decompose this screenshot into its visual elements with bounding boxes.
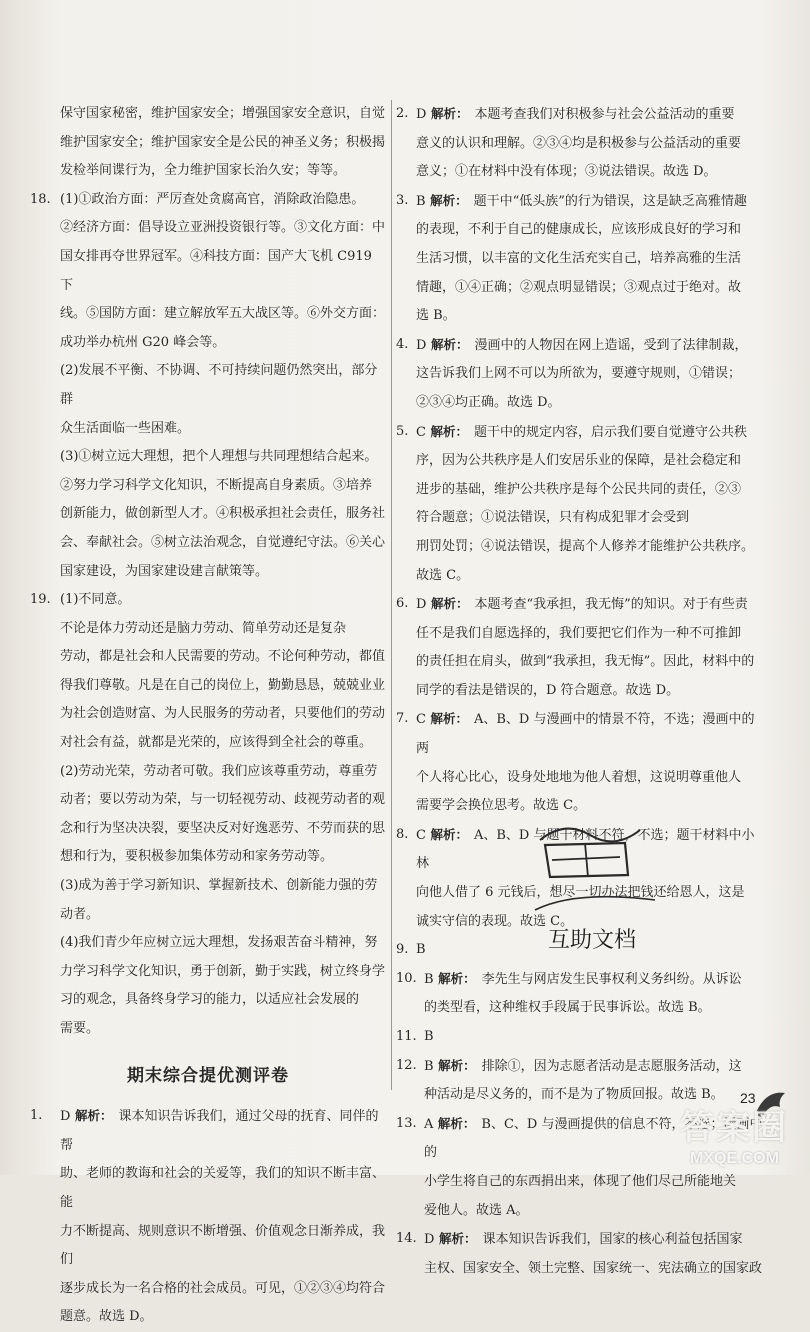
text-line: 动者；要以劳动为荣，与一切轻视劳动、歧视劳动者的观 [60, 792, 386, 808]
text-line: 的类型看，这种维权手段属于民事诉讼。故选 B。 [424, 1000, 711, 1016]
text-line: ②③④均正确。故选 D。 [416, 394, 561, 410]
analysis-label: 解析： [430, 192, 468, 208]
question-item [396, 1023, 766, 1052]
text-line: (1)①政治方面：严厉查处贪腐高官，消除政治隐患。 [60, 191, 365, 207]
answer-body [424, 1023, 766, 1052]
watermark-url: MXQE.COM [690, 1150, 779, 1167]
question-item [396, 187, 766, 331]
analysis-label: 解析： [430, 106, 469, 121]
answer-body [416, 331, 766, 418]
answer-letter: B [416, 193, 427, 209]
text-line: 题干中的规定内容，启示我们要自觉遵守公共秩 [473, 424, 747, 440]
question-number: 5. [396, 423, 409, 439]
watermark-logo-text: 答案圈 [680, 1108, 788, 1148]
analysis-label: 解析： [430, 826, 468, 842]
text-line: A、B、D 与漫画中的情景不符，不选；漫画中的两 [416, 712, 755, 757]
text-line: 的表现，不利于自己的健康成长，应该形成良好的学习和 [416, 222, 742, 238]
text-line: 同学的看法是错误的，D 符合题意。故选 D。 [416, 682, 680, 698]
text-line: 线。⑤国防方面：建立解放军五大战区等。⑥外交方面： [60, 306, 386, 322]
text-line: (1)不同意。 [60, 592, 131, 608]
question-18 [30, 186, 386, 586]
text-line: A、B、D 与题干材料不符，不选；题干材料中小林 [416, 827, 755, 872]
text-line: 课本知识告诉我们，国家的核心利益包括国家 [482, 1232, 743, 1248]
text-line: 题干中“低头族”的行为错误，这是缺乏高雅情趣 [473, 193, 747, 209]
analysis-label: 解析： [430, 336, 469, 352]
question-number: 2. [396, 106, 409, 121]
text-line: 序，因为公共秩序是人们安居乐业的保障，是社会稳定和 [416, 453, 742, 469]
text-line: 本题考查“我承担，我无悔”的知识。对于有些责 [474, 597, 748, 613]
text-line: 会、奉献社会。⑤树立法治观念，自觉遵纪守法。⑥关心 [60, 534, 386, 550]
answer-letter: C [416, 712, 427, 728]
text-line: 维护国家安全；维护国家安全是公民的神圣义务；积极揭 [60, 134, 386, 150]
text-line: 题意。故选 D。 [60, 1309, 153, 1325]
column-divider [391, 100, 392, 1090]
text-line: 生活习惯，以丰富的文化生活充实自己，培养高雅的生活 [416, 250, 742, 266]
answer-letter: D [60, 1109, 71, 1125]
text-line: 不论是体力劳动还是脑力劳动、简单劳动还是复杂 [60, 620, 347, 636]
text-line: 刑罚处罚；④说法错误，提高个人修养才能维护公共秩序。 [416, 538, 755, 554]
analysis-label: 解析： [430, 596, 469, 612]
question-1 [30, 1102, 386, 1332]
text-line: 诚实守信的表现。故选 C。 [416, 913, 574, 929]
text-line: 任不是我们自愿选择的，我们要把它们作为一种不可推卸 [416, 625, 742, 641]
text-line: 众生活面临一些困难。 [60, 420, 191, 436]
question-number: 18. [30, 191, 51, 207]
text-line: 力不断提高、规则意识不断增强、价值观念日渐养成，我们 [60, 1223, 386, 1268]
text-line: B、C、D 与漫画提供的信息不符，不选；漫画中的 [424, 1116, 763, 1161]
text-line: 国家建设，为国家建设建言献策等。 [60, 563, 269, 579]
text-line: 保守国家秘密，维护国家安全；增强国家安全意识，自觉 [60, 106, 386, 121]
answer-letter: C [416, 827, 427, 843]
answer-letter: D [416, 107, 427, 122]
answer-body [424, 1225, 766, 1283]
analysis-label: 解析： [437, 1115, 476, 1131]
text-line: 选 B。 [416, 308, 456, 324]
question-number: 6. [396, 596, 409, 612]
analysis-label: 解析： [438, 1057, 476, 1073]
stamp-scribble [530, 815, 660, 965]
question-number: 4. [396, 336, 409, 352]
question-number: 1. [30, 1108, 43, 1124]
answer-letter: B [424, 971, 435, 987]
text-line: 个人将心比心，设身处地地为他人着想，这说明尊重他人 [416, 769, 742, 785]
text-line: 动者。 [60, 906, 100, 922]
text-line: (3)成为善于学习新知识、掌握新技术、创新能力强的劳 [60, 878, 378, 894]
answer-letter: B [424, 1029, 435, 1044]
question-item [396, 965, 766, 1023]
text-line: ②努力学习科学文化知识，不断提高自身素质。③培养 [60, 477, 373, 493]
question-item [396, 418, 766, 591]
text-line: 符合题意；①说法错误，只有构成犯罪才会受到 [416, 510, 690, 526]
text-line: 漫画中的人物因在网上造谣，受到了法律制裁， [474, 337, 748, 353]
question-number: 11. [396, 1029, 417, 1044]
question-19 [30, 586, 386, 1044]
text-line: 排除①，因为志愿者活动是志愿服务活动，这 [481, 1058, 742, 1074]
answer-letter: D [416, 337, 427, 353]
q17-continuation [30, 100, 386, 186]
text-line: (2)劳动光荣，劳动者可敬。我们应该尊重劳动，尊重劳 [60, 763, 378, 779]
text-line: 这告诉我们上网不可以为所欲为，要遵守规则，①错误； [416, 366, 742, 382]
answer-body [424, 965, 766, 1023]
answer-body [416, 100, 766, 187]
question-item [396, 590, 766, 705]
text-line: 念和行为坚决决裂，要坚决反对好逸恶劳、不劳而获的思 [60, 820, 386, 836]
question-item [396, 705, 766, 820]
analysis-label: 解析： [74, 1108, 113, 1124]
text-line: 劳动，都是社会和人民需要的劳动。不论何种劳动，都值 [60, 649, 386, 665]
stamp-text: 互助文档 [548, 928, 637, 953]
text-line: 为社会创造财富、为人民服务的劳动者，只要他们的劳动 [60, 706, 386, 722]
watermark [640, 1100, 810, 1175]
text-line: 发检举间谍行为，全力维护国家长治久安；等等。 [60, 163, 347, 179]
left-column [30, 100, 386, 1332]
page-number: 23 [740, 1090, 756, 1106]
question-item [396, 331, 766, 418]
text-line: 助、老师的教诲和社会的关爱等，我们的知识不断丰富、能 [60, 1166, 386, 1210]
answer-body [416, 187, 766, 331]
text-line: 本题考查我们对积极参与社会公益活动的重要 [474, 107, 735, 122]
analysis-label: 解析： [430, 711, 468, 727]
answer-letter: B [416, 942, 427, 958]
question-number: 10. [396, 970, 417, 986]
answer-body [60, 1102, 386, 1332]
answer-letter: D [416, 597, 427, 613]
question-number: 8. [396, 826, 409, 842]
question-number: 14. [396, 1231, 417, 1247]
answer-body [60, 186, 386, 586]
text-line: 小学生将自己的东西捐出来，体现了他们尽己所能地关 [424, 1173, 737, 1189]
text-line: 国女排再夺世界冠军。④科技方面：国产大飞机 C919 下 [60, 248, 372, 293]
text-line: 需要学会换位思考。故选 C。 [416, 798, 587, 814]
question-number: 19. [30, 592, 51, 608]
answer-letter: D [424, 1232, 435, 1248]
text-line: 的责任担在肩头，做到“我承担，我无悔”。因此，材料中的 [416, 654, 755, 670]
question-number: 12. [396, 1057, 417, 1073]
question-number: 3. [396, 192, 409, 208]
analysis-label: 解析： [430, 423, 468, 439]
text-line: 习的观念，具备终身学习的能力，以适应社会发展的 [60, 992, 360, 1008]
text-line: 得我们尊敬。凡是在自己的岗位上，勤勤恳恳，兢兢业业 [60, 677, 386, 693]
answer-letter: C [416, 424, 427, 440]
text-line: 向他人借了 6 元钱后，想尽一切办法把钱还给恩人，这是 [416, 885, 745, 901]
text-line: ②经济方面：倡导设立亚洲投资银行等。③文化方面：中 [60, 220, 386, 236]
question-number: 13. [396, 1115, 417, 1131]
section-title: 期末综合提优测评卷 [127, 1065, 289, 1086]
answer-body [416, 418, 766, 591]
text-line: (3)①树立远大理想，把个人理想与共同理想结合起来。 [60, 449, 378, 465]
text-line: 创新能力，做创新型人才。④积极承担社会责任，服务社 [60, 506, 386, 522]
answer-body [416, 705, 766, 820]
text-line: 进步的基础，维护公共秩序是每个公民共同的责任，②③ [416, 481, 742, 497]
text-line: (2)发展不平衡、不协调、不可持续问题仍然突出，部分群 [60, 363, 378, 407]
text-line: 爱他人。故选 A。 [424, 1202, 529, 1218]
text-line: 意义的认识和理解。②③④均是积极参与公益活动的重要 [416, 135, 742, 151]
analysis-label: 解析： [438, 1231, 477, 1247]
text-line: (4)我们青少年应树立远大理想，发扬艰苦奋斗精神，努 [60, 935, 378, 951]
text-line: 李先生与网店发生民事权利义务纠纷。从诉讼 [481, 971, 742, 987]
question-item [396, 1225, 766, 1283]
answer-body [60, 586, 386, 1044]
text-line: 逐步成长为一名合格的社会成员。可见，①②③④均符合 [60, 1280, 386, 1296]
text-line: 对社会有益，就都是光荣的，应该得到全社会的尊重。 [60, 735, 373, 751]
question-number: 9. [396, 942, 409, 958]
text-line: 情趣，①④正确；②观点明显错误；③观点过于绝对。故 [416, 279, 742, 295]
text-line: 成功举办杭州 G20 峰会等。 [60, 334, 226, 350]
answer-letter: A [424, 1116, 434, 1132]
answer-letter: B [424, 1058, 435, 1074]
question-number: 7. [396, 711, 409, 727]
text-line: 主权、国家安全、领土完整、国家统一、宪法确立的国家政 [424, 1260, 763, 1276]
text-line: 需要。 [60, 1021, 100, 1036]
question-item [396, 100, 766, 187]
analysis-label: 解析： [438, 970, 476, 986]
text-line: 力学习科学文化知识，勇于创新，勤于实践，树立终身学 [60, 963, 386, 979]
answer-body [416, 590, 766, 705]
text-line: 想和行为，要积极参加集体劳动和家务劳动等。 [60, 849, 334, 865]
text-line: 课本知识告诉我们，通过父母的抚育、同伴的帮 [60, 1109, 379, 1153]
text-line: 故选 C。 [416, 567, 470, 583]
text-line: 种活动是尽义务的，而不是为了物质回报。故选 B。 [424, 1087, 724, 1103]
text-line: 意义；①在材料中没有体现；③说法错误。故选 D。 [416, 164, 717, 180]
